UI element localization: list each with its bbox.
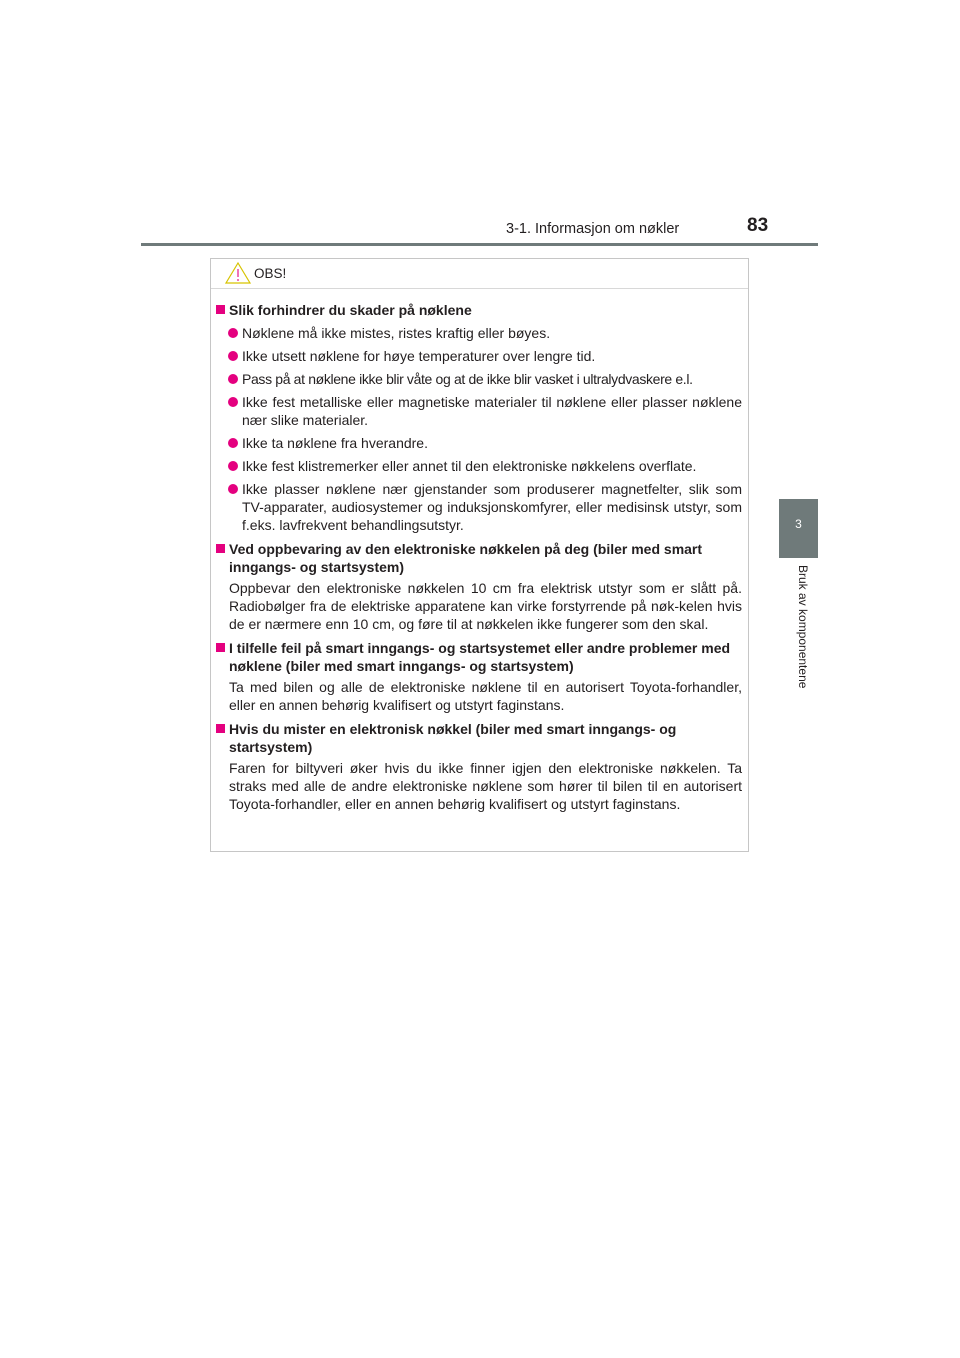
square-bullet-icon [216, 724, 225, 733]
circle-bullet-icon [228, 351, 238, 361]
section-heading: Hvis du mister en elektronisk nøkkel (biler med smart inngangs- og startsystem) [216, 720, 742, 756]
square-bullet-icon [216, 643, 225, 652]
list-item: Ikke plasser nøklene nær gjenstander som produserer magnetfelter, slik som TV-apparater, audiosystemer og induksjonskomfyrer, eller medisinsk utstyr, som f.eks. lavfrekvent behandlingsutstyr. [216, 480, 742, 534]
square-bullet-icon [216, 305, 225, 314]
section-text: Ta med bilen og alle de elektroniske nøklene til en autorisert Toyota-forhandler, eller en annen behørig kvalifisert og utstyrt faginstans. [229, 679, 742, 713]
chapter-label: Bruk av komponentene [796, 565, 810, 689]
section-heading: I tilfelle feil på smart inngangs- og startsystemet eller andre problemer med nøklene (biler med smart inngangs- og startsystem) [216, 639, 742, 675]
circle-bullet-icon [228, 438, 238, 448]
circle-bullet-icon [228, 328, 238, 338]
header-rule [141, 243, 818, 246]
list-item: Ikke fest klistremerker eller annet til den elektroniske nøkkelens overflate. [216, 457, 742, 475]
caution-header [211, 259, 748, 289]
caution-title: OBS! [254, 266, 287, 281]
circle-bullet-icon [228, 461, 238, 471]
caution-body [211, 289, 748, 813]
warning-triangle-icon [224, 261, 252, 285]
list-item: Nøklene må ikke mistes, ristes kraftig eller bøyes. [216, 324, 742, 342]
chapter-tab [779, 499, 818, 558]
list-item: Ikke utsett nøklene for høye temperaturer over lengre tid. [216, 347, 742, 365]
page-number: 83 [747, 215, 769, 236]
list-item: Ikke fest metalliske eller magnetiske materialer til nøklene eller plasser nøklene nær slike materialer. [216, 393, 742, 429]
circle-bullet-icon [228, 374, 238, 384]
circle-bullet-icon [228, 397, 238, 407]
section-text: Oppbevar den elektroniske nøkkelen 10 cm fra elektrisk utstyr som er slått på. Radiobølger fra de elektriske apparatene kan virke forstyrrende på nøk-kelen hvis de er nærmere enn 10 cm, og føre til at nøkkelen ikke fungerer som den skal. [229, 580, 742, 632]
list-item: Pass på at nøklene ikke blir våte og at de ikke blir vasket i ultralydvaskere e.l. [216, 370, 742, 388]
section-title: 3-1. Informasjon om nøkler [506, 221, 680, 237]
chapter-tab-number: 3 [795, 517, 802, 531]
section-text: Faren for biltyveri øker hvis du ikke finner igjen den elektroniske nøkkelen. Ta straks med alle de andre elektroniske nøklene som hører til bilen til en autorisert Toyota-forhandler, eller en annen behørig kvalifisert og utstyrt faginstans. [229, 760, 742, 812]
caution-box [210, 258, 749, 852]
square-bullet-icon [216, 544, 225, 553]
list-item: Ikke ta nøklene fra hverandre. [216, 434, 742, 452]
section-heading: Slik forhindrer du skader på nøklene [216, 301, 742, 319]
circle-bullet-icon [228, 484, 238, 494]
section-heading: Ved oppbevaring av den elektroniske nøkkelen på deg (biler med smart inngangs- og startsystem) [216, 540, 742, 576]
